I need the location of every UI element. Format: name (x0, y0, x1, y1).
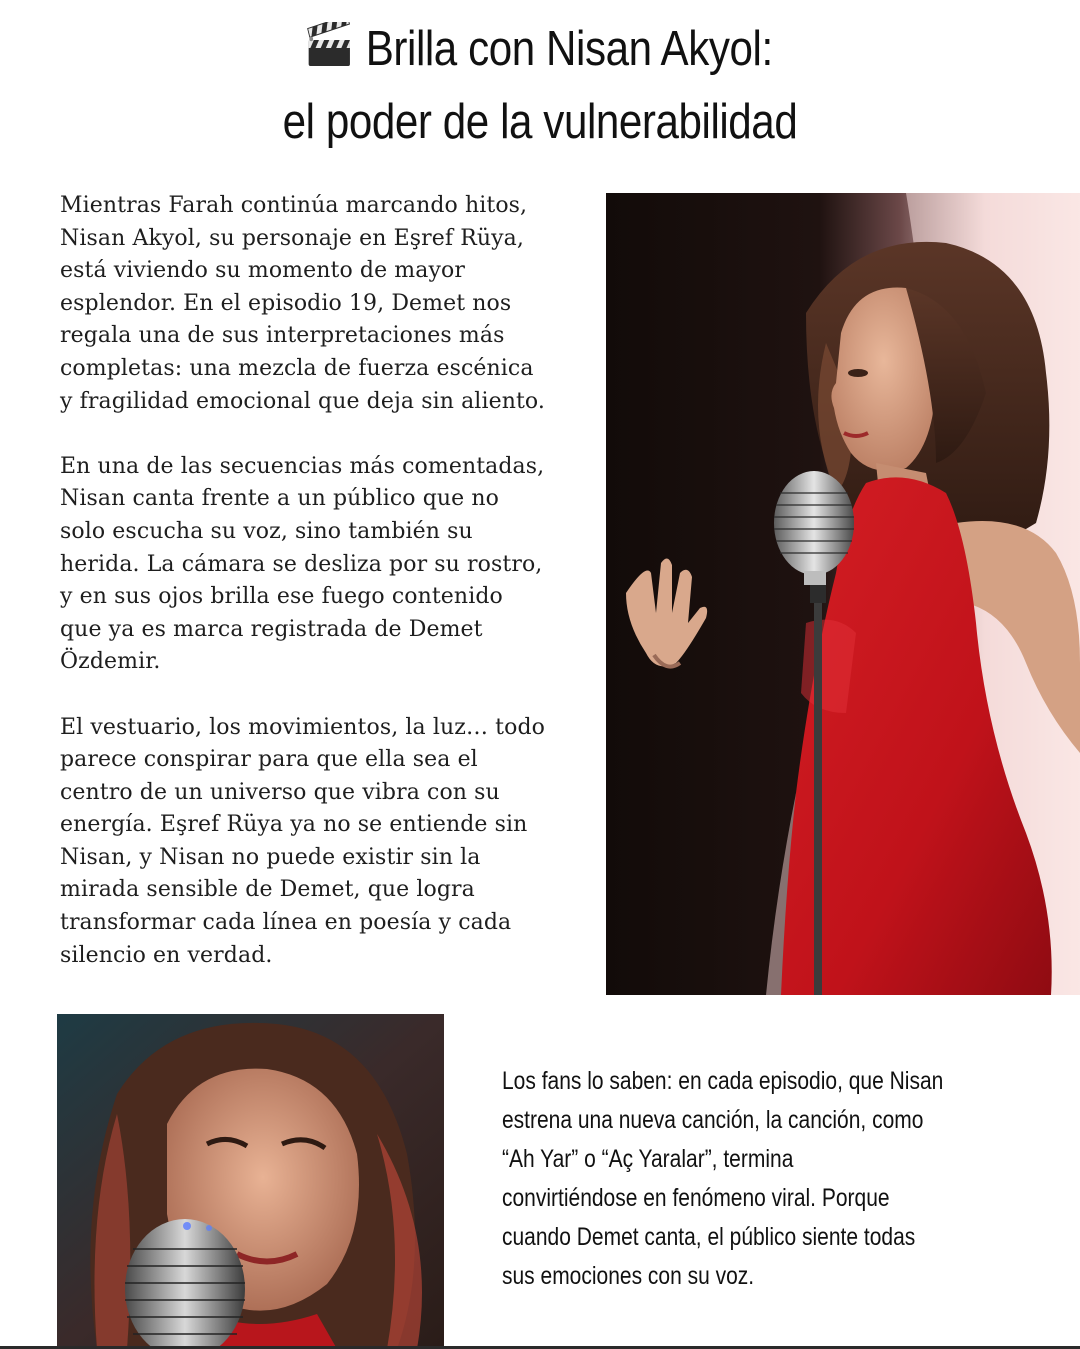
title-line-1 (76, 14, 1005, 87)
article-title (76, 14, 1005, 157)
title-text-1: Brilla con Nisan Akyol: (365, 22, 773, 76)
singer-photo (606, 193, 1080, 995)
closeup-photo (57, 1014, 444, 1349)
paragraph-3: El vestuario, los movimientos, la luz… todo parece conspirar para que ella sea el centro de un universo que vibra con su energía. Eşref Rüya ya no se entiende sin Nisan, y Nisan no puede existir sin la mirada sensible de Demet, que logra transformar cada línea en poesía y cada silencio en verdad. (60, 714, 545, 968)
fans-caption: Los fans lo saben: en cada episodio, que Nisan estrena una nueva canción, la canción, como “Ah Yar” o “Aç Yaralar”, termina convirtiéndose en fenómeno viral. Porque cuando Demet canta, el público siente todas sus emociones con su voz. (502, 1067, 944, 1290)
paragraph-2: En una de las secuencias más comentadas, Nisan canta frente a un público que no solo escucha su voz, sino también su herida. La cámara se desliza por su rostro, y en sus ojos brilla ese fuego contenido que ya es marca registrada de Demet Özdemir. (60, 453, 545, 675)
clapperboard-icon (307, 17, 352, 87)
paragraph-1: Mientras Farah continúa marcando hitos, Nisan Akyol, su personaje en Eşref Rüya, está viviendo su momento de mayor esplendor. En el episodio 19, Demet nos regala una de sus interpretaciones más completas: una mezcla de fuerza escénica y fragilidad emocional que deja sin aliento. (60, 193, 545, 414)
article-body (60, 190, 600, 1005)
title-line-2: el poder de la vulnerabilidad (282, 95, 798, 150)
